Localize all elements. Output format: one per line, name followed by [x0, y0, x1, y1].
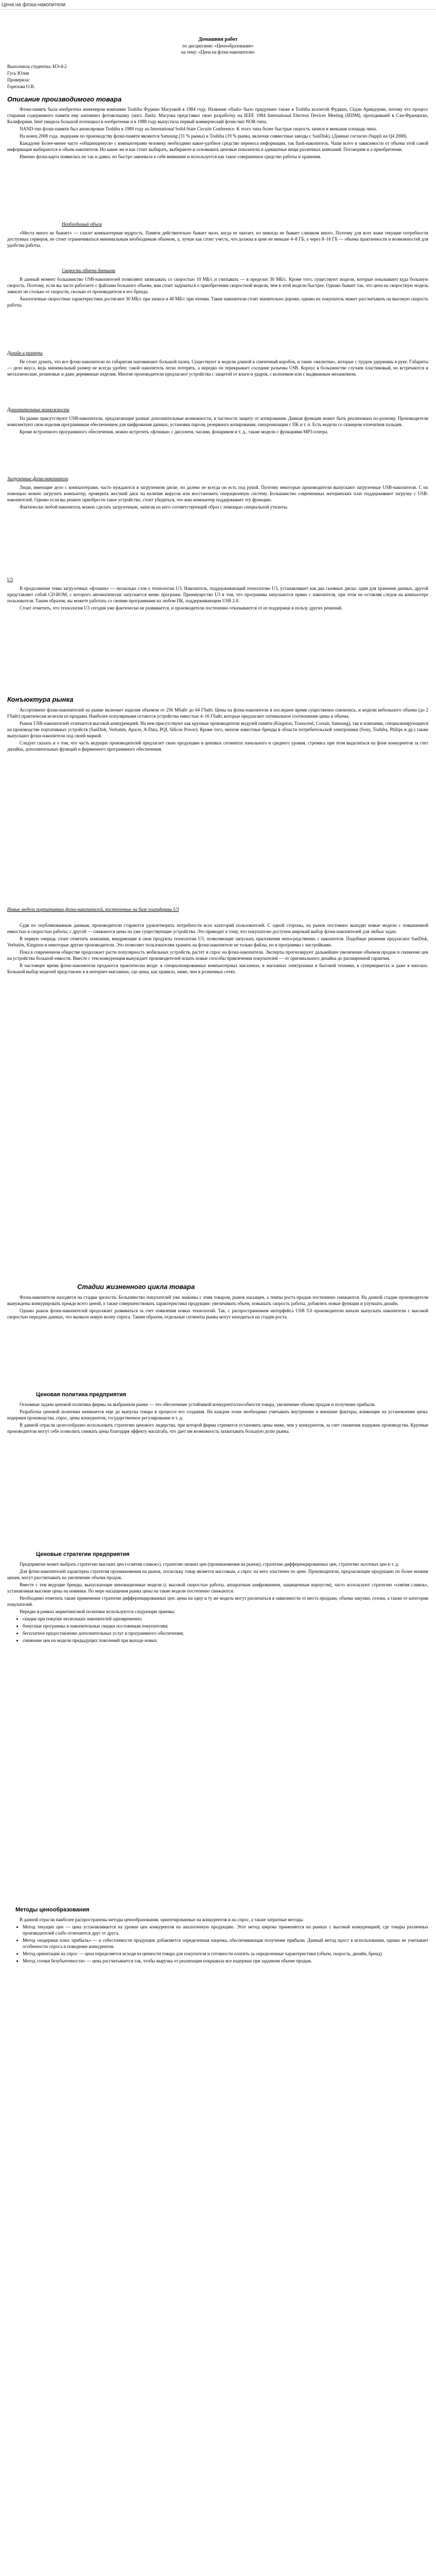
- section-strategy-body: [7, 1561, 428, 1645]
- paragraph: Судя по опубликованным данным, производители стараются удовлетворить потребности всех категорий пользователей. С одной стороны, на рынок постоянно выходят новые модели с повышенной емкостью и скоростью работы, с другой — снижаются цены на уже существующие устройства. Это приводит к тому, что покупателю доступен широкий выбор флэш-накопителей для любых задач.: [7, 923, 428, 934]
- paragraph: Ассортимент флэш-накопителей на рынке включает изделия объемом от 256 Мбайт до 64 Гбайт. Цены на флэш-накопители в последнее время существенно снизились, и модели небольшого объема (до 2 Гбайт) практически исчезли из продажи. Наиболее популярными остаются устройства емкостью 4–16 Гбайт, которые предлагают оптимальное соотношение цены и объема.: [7, 707, 428, 719]
- paragraph: В данной отрасли целесообразно использовать стратегию ценового лидерства, при которой фирма стремится установить цены ниже, чем у конкурентов, за счет снижения издержек производства. Крупные производители могут себе позволить снижать цены благодаря эффекту масштаба, что дает им возможность захватывать большую долю рынка.: [7, 1422, 428, 1434]
- paragraph: Стоит отметить, что технология U3 сегодня уже фактически не развивается, и производители постепенно отказываются от ее поддержки в пользу других решений.: [20, 605, 343, 611]
- subheading-speed: Скорость обмена данными: [62, 268, 116, 273]
- section-methods-title: Методы ценообразования: [15, 1907, 90, 1913]
- paragraph: В продолжение темы загрузочных «флэшек» — несколько слов о технологии U3. Накопитель, поддерживающий технологию U3, устанавливает как два съемных диска: один для хранения данных, другой представляет собой CD-ROM, с которого автоматически запускается меню программ. Преимущество U3 в том, что программы запускаются прямо с накопителя, при этом не оставляя следов на компьютере пользователя. Таким образом, вы можете работать со своими программами на любом ПК, поддерживающем USB 2.0.: [7, 586, 428, 603]
- paragraph: NAND-тип флэш-памяти был анонсирован Toshiba в 1989 году на International Solid-State Circuits Conference. К этого типа более быстрые скорость записи и меньшая площадь чипа.: [20, 126, 377, 131]
- subheading-u3-models: Новые модели портативных флэш-накопителей, построенные на базе платформы U3: [7, 907, 179, 912]
- section-market-title: Конъюктура рынка: [7, 696, 74, 703]
- paragraph: Нередко в рамках маркетинговой политики используются следующие приемы:: [20, 1609, 176, 1614]
- section-methods-body: [7, 1917, 428, 1965]
- paragraph: Рынок USB-накопителей отличается высокой конкуренцией. На нем присутствуют как крупные производители модулей памяти (Kingston, Transcend, Corsair, Samsung), так и компании, специализирующиеся на производстве портативных устройств (SanDisk, Verbatim, Apacer, A-Data, PQI, Silicon Power). Кроме того, многие известные бренды в области потребительской электроники (Sony, Toshiba, Philips и др.) также выпускают флэш-накопители под своей маркой.: [7, 721, 428, 738]
- subheading-extra: Дополнительные возможности: [7, 407, 69, 412]
- section-product-body-7: [7, 585, 428, 612]
- paragraph: «Места много не бывает» — гласит компьютерная мудрость. Памяти действительно бывает мало, когда ее хватает, но никогда не бывает слишком много. Поэтому для всех важи текущие потребности доступных серверов, не стоит ограничиваться минимальным необходимым объемом, а, лучше как стоит учесть, что должна в цене не меньше 4–8 ГБ, а через 8–16 ГБ — объема практичности и возможностей для удобства работы.: [7, 230, 428, 248]
- student-name: Гусь Юлия: [7, 71, 29, 76]
- paragraph: Предприятие может выбрать стратегию высоких цен («снятия сливок»), стратегию низких цен (проникновения на рынок), стратегию дифференцированных цен, стратегию льготных цен и т. д.: [20, 1562, 399, 1567]
- list-item: • Метод «издержки плюс прибыль» — к себестоимости продукции добавляется определенная наценка, обеспечивающая получение прибыли. Данный метод прост в использовании, однако не учитывает особенности спроса и поведение конкурентов.: [23, 1937, 428, 1950]
- section-pricing-title: Ценовая политика предприятия: [36, 1392, 127, 1398]
- paragraph: Не стоит думать, что все флэш-накопители по габаритам напоминают большой палец. Существуют и модели длиной в спичечный коробок, и такие «малютки», которые с трудом удержишь в руке. Габариты — дело вкуса, ведь минимальный размер не всегда удобен: такой накопитель легко потерять, а нередко он перекрывает соседние разъемы USB. Корпус в большинстве случаев пластиковый, но встречаются и металлические, резиновые и даже деревянные изделия. Многие производители предлагают устройства с защитой от влаги и ударов, с колпачком или с выдвижным механизмом.: [7, 359, 428, 377]
- paragraph: Для флэш-накопителей характерна стратегия проникновения на рынок, поскольку товар является массовым, а спрос на него эластичен по цене. Производители, предлагающие продукцию по более низким ценам, могут рассчитывать на увеличение объема продаж.: [7, 1569, 428, 1580]
- list-item: • бонусные программы и накопительные скидки постоянным покупателям;: [23, 1623, 428, 1629]
- subheading-u3: U3: [7, 577, 13, 582]
- paragraph: Фактически любой накопитель можно сделать загрузочным, записав на него соответствующий образ с помощью специальной утилиты.: [20, 504, 288, 510]
- doc-topic: на тему: «Цена на флэш-накопители»: [181, 49, 255, 55]
- section-strategy-title: Ценовые стратегии предприятия: [36, 1551, 130, 1557]
- paragraph: На рынке присутствуют USB-накопители, предлагающие разные дополнительные возможности, в частности защиту от копирования. Данная функция может быть реализована по-разному. Производители комплектуют свои изделия программным обеспечением для шифрования данных, установки пароля, резервного копирования, синхронизации с ПК и т. п. Есть модели со сканером отпечатков пальцев.: [7, 416, 428, 427]
- subheading-volume: Необходимый объем: [62, 222, 102, 227]
- section-product-body-3: [7, 276, 428, 309]
- section-lifecycle-title: Стадии жизненного цикла товара: [77, 1283, 195, 1291]
- paragraph: Аналогичные скоростные характеристики достигают 30 МБ/с при записи и 40 МБ/с при чтении. Такие накопители стоят значительно дороже, однако их покупатель может рассчитывать на высокую скорость работы.: [7, 296, 428, 308]
- doc-discipline: по дисциплине: «Ценообразование»: [182, 43, 254, 48]
- subheading-design: Дизайн и размеры: [7, 350, 43, 355]
- section-product-title: Описание производимого товара: [7, 95, 122, 103]
- section-market-body-2: [7, 922, 428, 976]
- paragraph: Следует сказать и о том, что часть ведущих производителей предлагает свою продукцию в ценовых сегментах начального и среднего уровня, стремясь при этом выделиться на фоне конкурентов за счет дизайна, дополнительных функций и фирменного программного обеспечения.: [7, 740, 428, 752]
- paragraph: Основные задачи ценовой политики фирмы на выбранном рынке — это обеспечение устойчивой конкурентоспособности товара, увеличение объема продаж и получение прибыли.: [20, 1402, 376, 1407]
- paragraph: Кажддому Более-менее часто «общающемуся» с компьютерами человеку необходимо какое-удобное средство переноса информации, так flash-накопитель. Чаще всего в зависимости от объема этой самой информации выбираются и объем накопителя. Но какие же и как стоит выбирать, выбираюте и основывать ценовые показатели и адекватные вещи различных компаний. Поговорим и о приобретении.: [7, 141, 428, 152]
- list-item: • Метод текущих цен — цена устанавливается на уровне цен конкурентов на аналогичную продукцию. Этот метод широко применяется на рынках с высокой конкуренцией, где товары различных производителей слабо отличаются друг от друга.: [23, 1924, 428, 1936]
- section-product-body-1: [7, 106, 428, 161]
- paragraph: Необходимо отметить также применение стратегии дифференцированных цен: цены на одну и ту же модель могут различаться в зависимости от места продажи, объема закупки, сезона, а также от категории покупателей.: [7, 1596, 428, 1607]
- strategy-list: [7, 1616, 428, 1643]
- subheading-bootable: Загрузочные флэш-накопители: [7, 476, 68, 481]
- section-product-body-4: [7, 359, 428, 378]
- student-group: Выполнила студентка: ИЭ-4-2: [7, 64, 67, 69]
- paragraph: Вместе с тем ведущие бренды, выпускающие инновационные модели (с высокой скоростью работы, аппаратным шифрованием, защищенным корпусом), часто используют стратегию «снятия сливок», устанавливая высокие цены на новинки. По мере насыщения рынка цены на такие модели постепенно снижаются.: [7, 1582, 428, 1594]
- paragraph: В данный момент большинство USB-накопителей позволяют записывать со скоростью 10 МБ/с и считывать — в пределах 30 МБ/с. Кроме того, существуют модели, которые показывают куда большую скорость. Поэтому, если вы часто работаете с файлами большого объема, вам стоит задуматься о приобретении скоростной модели, чем в этой модели быстрее. Однако бывает так, что цена на скоростную модель зависит не столько от скорости, сколько от производителя и его бренда.: [7, 277, 428, 294]
- paragraph: Флэш-накопители находятся на стадии зрелости. Большинство покупателей уже знакомы с этим товаром, рынок насыщен, а темпы роста продаж постепенно снижаются. На данной стадии производители вынуждены конкурировать прежде всего ценой, а также совершенствовать характеристики продукции: увеличивать объем, повышать скорость работы, добавлять новые функции и улучшать дизайн.: [7, 1295, 428, 1306]
- list-item: • скидки при покупке нескольких накопителей одновременно;: [23, 1616, 428, 1622]
- list-item: • Метод ориентации на спрос — цена определяется исходя из ценности товара для покупателя и готовности платить за определенные характеристики (объем, скорость, дизайн, бренд).: [23, 1951, 428, 1957]
- teacher-name: Горелова О.В.: [7, 84, 35, 89]
- section-market-body-1: [7, 707, 428, 753]
- methods-list: [7, 1924, 428, 1964]
- section-product-body-2: [7, 230, 428, 249]
- paragraph: Однако рынок флэш-накопителей продолжает развиваться за счет появления новых технологий. Так, с распространением интерфейса USB 3.0 производители начали выпускать накопители с высокой скоростью передачи данных, что вызвало новую волну спроса. Таким образом, отдельные сегменты рынка могут находиться на стадии роста.: [7, 1308, 428, 1319]
- list-item: • Метод «точки безубыточности» — цена рассчитывается так, чтобы выручка от реализации покрывала все издержки при заданном объеме продаж.: [23, 1958, 428, 1964]
- list-item: • снижение цен на модели предыдущих поколений при выходе новых.: [23, 1637, 428, 1643]
- window-title: Цена на флэш-накопители: [2, 2, 66, 8]
- paragraph: Люди, имеющие дело с компьютерами, часто нуждаются в загрузочном диске, но далеко не всегда он есть под рукой. Поэтому некоторые производители выпускают загрузочные USB-накопители. С их помощью можно загрузить компьютер, проверить жесткий диск на наличие вирусов или восстановить операционную систему. Большинство современных материнских плат поддерживают загрузку с USB-накопителей. Однако если вы решите приобрести такое устройство, стоит убедиться, что ваш компьютер поддерживает эту функцию.: [7, 485, 428, 502]
- list-item: • бесплатное предоставление дополнительных услуг и программного обеспечения;: [23, 1630, 428, 1636]
- section-product-body-5: [7, 415, 428, 436]
- checked-label: Проверила:: [7, 77, 30, 82]
- paragraph: В данной отрасли наиболее распространены методы ценообразования, ориентированные на конкурентов и на спрос, а также затратные методы.: [20, 1917, 304, 1922]
- paragraph: Пока в современном обществе продолжает расти популярность мобильных устройств, растет и спрос на флэш-накопители. Эксперты прогнозируют дальнейшее увеличение объемов продаж и снижение цен на устройства большой емкости. Вместе с тем конкуренция вынуждает производителей искать новые способы привлечения покупателей — от оригинального дизайна до расширенной гарантии.: [7, 950, 428, 961]
- paragraph: Именно флэш-карта появилась не так и давно, но быстро завоевала к себе внимание и используется как такое совершенное средство работы и хранения.: [20, 154, 322, 159]
- paragraph: Флэш-память была изобретена инженером компании Toshiba Фуджио Масуокой в 1984 году. Название «flash» было придумано также в Toshiba коллегой Фуджио, Сёдзи Ариидзуми, потому что процесс стирания содержимого памяти ему напомнил фотовспышку (англ. flash). Масуока представил свою разработку на IEEE 1984 International Electron Devices Meeting (IEDM), проходившей в Сан-Франциско, Калифорния. Intel увидела большой потенциал в изобретении и в 1988 году выпустила первый коммерческий флэш-чип NOR-типа.: [7, 107, 428, 124]
- window-titlebar: [0, 0, 436, 10]
- paragraph: На конец 2008 года, лидерами по производству флэш-памяти являются Samsung (31 % рынка) и Toshiba (19 % рынка, включая совместные заводы с SanDisk). (Данные согласно iSuppli на Q4 2008).: [20, 133, 408, 139]
- paragraph: В настоящее время флэш-накопители продаются практически везде: в специализированных компьютерных магазинах, в магазинах электроники и бытовой техники, в супермаркетах и даже в киосках. Большой выбор моделей представлен и в интернет-магазинах, где цены, как правило, ниже, чем в розничных сетях.: [7, 963, 428, 974]
- section-pricing-body: [7, 1401, 428, 1435]
- section-product-body-6: [7, 484, 428, 511]
- doc-heading: Домашняя работ: [198, 37, 238, 42]
- paragraph: Кроме встроенного программного обеспечения, можно встретить «флэшки» с дисплеем, часами, фонариком и т. д., также модели с функциями MP3-плеера.: [20, 429, 328, 434]
- paragraph: Разработка ценовой политики начинается еще до выпуска товара в процессе его создания. На каждом этапе необходимо учитывать внутренние и внешние факторы, влияющие на установление цены: издержки производства, спрос, цены конкурентов, государственное регулирование и т. д.: [7, 1409, 428, 1420]
- section-lifecycle-body: [7, 1294, 428, 1321]
- paragraph: В первую очередь стоит отметить компании, внедряющие в свои продукты технологии U3, позволяющие запускать приложения непосредственно с накопителя. Подобные решения предлагают SanDisk, Verbatim, Kingston и некоторые другие производители. Это позволяет пользователям хранить на флэш-накопителе не только файлы, но и программы с настройками.: [7, 936, 428, 947]
